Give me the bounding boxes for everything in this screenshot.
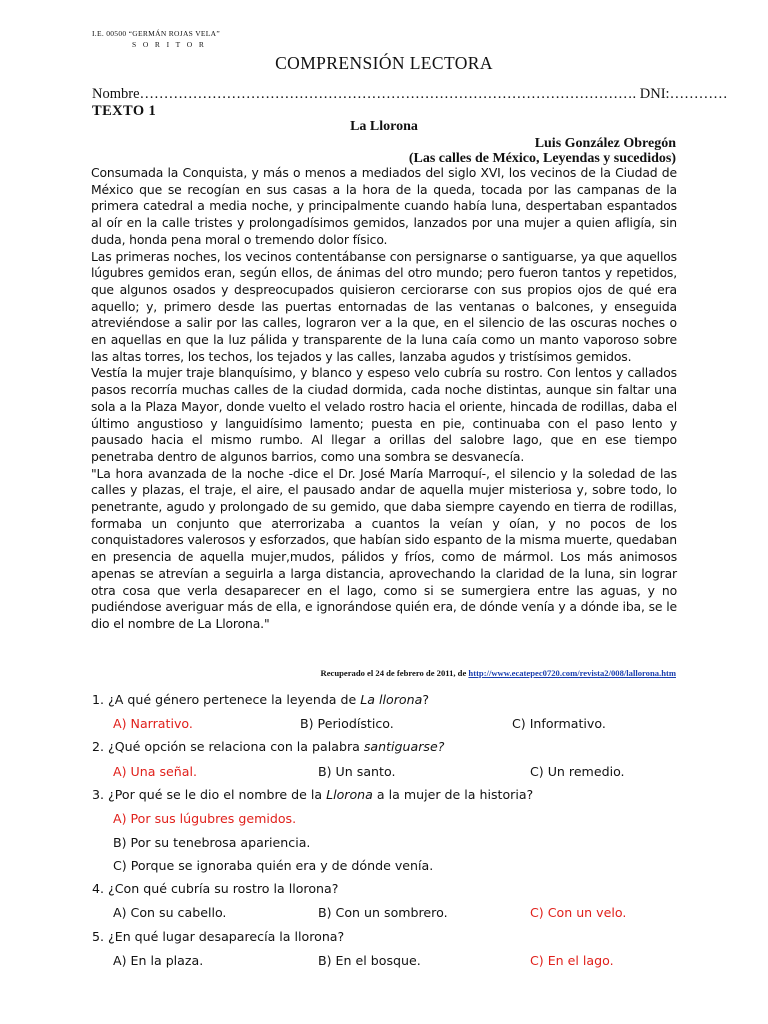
- question-4: [92, 881, 338, 896]
- q1-option-c[interactable]: C) Informativo.: [512, 716, 606, 731]
- school-town: S O R I T O R: [132, 40, 207, 49]
- story-paragraph-3: Vestía la mujer traje blanquísimo, y blanco y espeso velo cubría su rostro. Con lentos y callados pasos recorría muchas calles de la ciudad dormida, cada noche distintas, aunque sin faltar una sola a la Plaza Mayor, donde vuelto el velado rostro hacia el oriente, hincada de rodillas, daba el último angustioso y languidísimo lamento; puesta en pie, continuaba con el paso lento y pausado hacia el mismo rumbo. Al llegar a orillas del salobre lago, que en ese tiempo penetraba dentro de algunos barrios, como una sombra se desvanecía.: [91, 365, 677, 464]
- school-header: [92, 28, 220, 50]
- question-number: 1.: [92, 692, 105, 707]
- question-text: ¿A qué género pertenece la leyenda de: [108, 692, 361, 707]
- question-text: ¿Qué opción se relaciona con la palabra: [108, 739, 364, 754]
- story-author: Luis González Obregón: [534, 136, 676, 151]
- q4-option-a[interactable]: A) Con su cabello.: [113, 905, 227, 920]
- q2-option-c[interactable]: C) Un remedio.: [530, 764, 625, 779]
- q1-option-a[interactable]: A) Narrativo.: [113, 716, 193, 731]
- question-number: 2.: [92, 739, 105, 754]
- citation-text: Recuperado el 24 de febrero de 2011, de: [320, 668, 469, 678]
- question-text-end: ?: [422, 692, 429, 707]
- story-source: (Las calles de México, Leyendas y sucedidos): [408, 151, 676, 166]
- q4-option-c[interactable]: C) Con un velo.: [530, 905, 627, 920]
- school-name: I.E. 00500 “GERMÁN ROJAS VELA”: [92, 29, 221, 38]
- question-text: ¿Por qué se le dio el nombre de la: [108, 787, 327, 802]
- q5-option-a[interactable]: A) En la plaza.: [113, 953, 204, 968]
- story-title: La Llorona: [350, 119, 418, 134]
- story-paragraph-4: "La hora avanzada de la noche -dice el Dr. José María Marroquí-, el silencio y la soledad de las calles y plazas, el traje, el aire, el pausado andar de aquella mujer misteriosa y, sobre todo, lo penetrante, agudo y prolongado de su gemido, que daba siempre cayendo en tierra de rodillas, formaba un conjunto que aterrorizaba a cuantos la veían y oían, y no pocos de los conquistadores valerosos y esforzados, que habían sido espanto de la misma muerte, quedaban en presencia de aquella mujer,mudos, pálidos y fríos, como de mármol. Los más animosos apenas se atrevían a seguirla a larga distancia, aprovechando la claridad de la luna, sin lograr otra cosa que verla desaparecer en el lago, como si se sumergiera entre las aguas, y no pudiéndose averiguar más de ella, e ignorándose quién era, de dónde venía y a dónde iba, se le dio el nombre de La Llorona.": [91, 465, 677, 631]
- citation-link[interactable]: http://www.ecatepec0720.com/revista2/008/lallorona.htm: [468, 668, 676, 678]
- question-text: ¿Con qué cubría su rostro la llorona?: [108, 881, 339, 896]
- name-dni-field[interactable]: Nombre…………………………………………………………………………………………. DNI:…………: [92, 86, 728, 102]
- source-citation: [321, 668, 676, 678]
- q5-option-b[interactable]: B) En el bosque.: [318, 953, 421, 968]
- question-emphasis: Llorona: [326, 787, 373, 802]
- question-emphasis: santiguarse?: [363, 739, 445, 754]
- question-text: ¿En qué lugar desaparecía la llorona?: [108, 929, 345, 944]
- question-number: 3.: [92, 787, 105, 802]
- q3-option-b[interactable]: B) Por su tenebrosa apariencia.: [113, 835, 311, 850]
- story-paragraph-1: Consumada la Conquista, y más o menos a mediados del siglo XVI, los vecinos de la Ciudad de México que se recogían en sus casas a la hora de la queda, tocada por las campanas de la primera catedral a media noche, y principalmente cuando había luna, despertaban espantados al oír en la calle tristes y prolongadísimos gemidos, lanzados por una mujer a quien afligía, sin duda, honda pena moral o tremendo dolor físico.: [91, 165, 677, 247]
- question-2: [92, 739, 444, 754]
- q3-option-a[interactable]: A) Por sus lúgubres gemidos.: [113, 811, 297, 826]
- q5-option-c[interactable]: C) En el lago.: [530, 953, 614, 968]
- story-paragraph-2: Las primeras noches, los vecinos contentábanse con persignarse o santiguarse, ya que aquellos lúgubres gemidos eran, según ellos, de ánimas del otro mundo; pero fueron tantos y repetidos, que algunos osados y despreocupados quisieron cerciorarse con sus propios ojos de qué era aquello; y, primero desde las puertas entornadas de las ventanas o balcones, y enseguida atreviéndose a salir por las calles, lograron ver a la que, en el silencio de las oscuras noches o en aquellas en que la luz pálida y transparente de la luna caía como un manto vaporoso sobre las altas torres, los techos, los tejados y las calles, lanzaba agudos y tristísimos gemidos.: [91, 248, 677, 364]
- q1-option-b[interactable]: B) Periodístico.: [300, 716, 394, 731]
- question-number: 4.: [92, 881, 105, 896]
- question-text-end: a la mujer de la historia?: [372, 787, 534, 802]
- story-body: [91, 165, 677, 633]
- question-3: [92, 787, 533, 802]
- question-number: 5.: [92, 929, 105, 944]
- q2-option-b[interactable]: B) Un santo.: [318, 764, 396, 779]
- question-emphasis: La llorona: [360, 692, 423, 707]
- page-title: COMPRENSIÓN LECTORA: [275, 53, 493, 73]
- q2-option-a[interactable]: A) Una señal.: [113, 764, 197, 779]
- text-label: TEXTO 1: [92, 103, 157, 119]
- question-1: [92, 692, 429, 707]
- q4-option-b[interactable]: B) Con un sombrero.: [318, 905, 448, 920]
- q3-option-c[interactable]: C) Porque se ignoraba quién era y de dónde venía.: [113, 858, 434, 873]
- question-5: [92, 929, 344, 944]
